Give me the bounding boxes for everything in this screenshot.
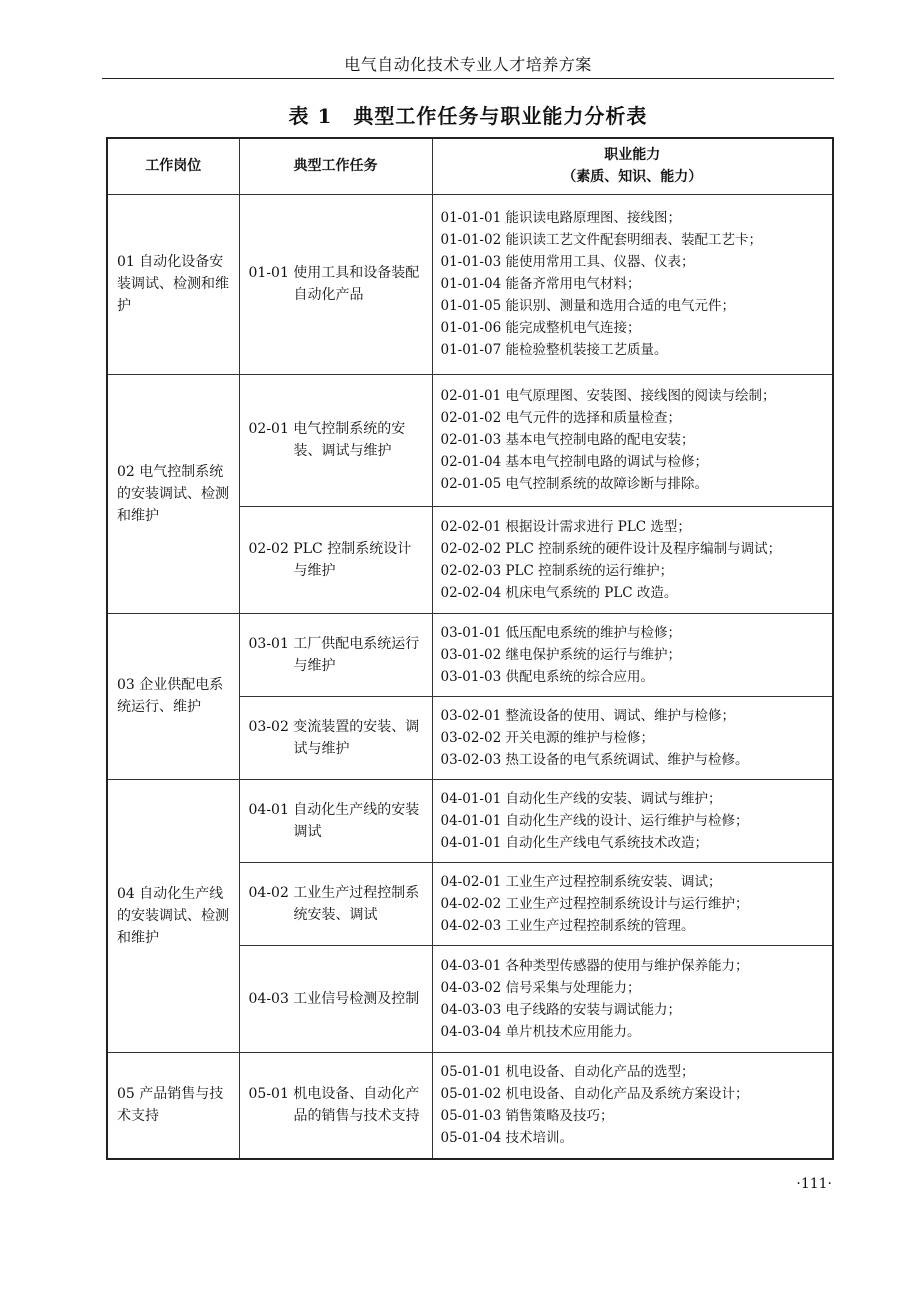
ability-item: 02-01-04 基本电气控制电路的调试与检修；	[440, 454, 708, 470]
ability-cell	[432, 696, 833, 779]
task-cell	[239, 374, 432, 506]
task-cell	[239, 696, 432, 779]
ability-item: 04-01-01 自动化生产线电气系统技术改造；	[440, 834, 708, 851]
post-name: 02 电气控制系统的安装调试、检测和维护	[117, 463, 229, 524]
ability-item: 04-03-02 信号采集与处理能力；	[440, 979, 641, 996]
task-cell	[239, 779, 432, 862]
post-cell	[107, 1052, 239, 1159]
ability-item: 03-01-03 供配电系统的综合应用。	[440, 668, 654, 685]
column-header-post: 工作岗位	[107, 138, 239, 194]
ability-cell	[432, 374, 833, 506]
post-name: 01 自动化设备安装调试、检测和维护	[117, 254, 229, 314]
ability-item: 04-03-03 电子线路的安装与调试能力；	[440, 1001, 681, 1018]
ability-item: 05-01-02 机电设备、自动化产品及系统方案设计；	[440, 1086, 749, 1103]
ability-item: 03-02-02 开关电源的维护与检修；	[440, 729, 654, 746]
ability-item: 04-03-01 各种类型传感器的使用与维护保养能力；	[440, 957, 749, 974]
column-header-ability-title: 职业能力	[604, 147, 661, 164]
ability-item: 02-01-05 电气控制系统的故障诊断与排除。	[440, 476, 708, 492]
ability-item: 02-01-03 基本电气控制电路的配电安装；	[440, 432, 695, 448]
page-number: ·111·	[796, 1176, 832, 1192]
ability-item: 01-01-02 能识读工艺文件配套明细表、装配工艺卡；	[440, 232, 762, 248]
ability-cell	[432, 862, 833, 945]
table-row	[107, 1052, 833, 1159]
task-name: 02-02 PLC 控制系统设计与维护	[248, 540, 412, 579]
ability-item: 04-02-02 工业生产过程控制系统设计与运行维护；	[440, 895, 749, 912]
ability-item: 03-02-01 整流设备的使用、调试、维护与检修；	[440, 707, 735, 724]
ability-item: 02-02-01 根据设计需求进行 PLC 选型；	[440, 518, 691, 535]
task-cell	[239, 613, 432, 696]
post-name: 04 自动化生产线的安装调试、检测和维护	[117, 885, 229, 946]
task-cell	[239, 194, 432, 374]
ability-item: 02-02-02 PLC 控制系统的硬件设计及程序编制与调试；	[440, 540, 782, 557]
task-name: 04-02 工业生产过程控制系统安装、调试	[248, 884, 420, 923]
task-name: 04-01 自动化生产线的安装调试	[248, 801, 420, 840]
ability-item: 04-01-01 自动化生产线的设计、运行维护与检修；	[440, 812, 749, 829]
ability-cell	[432, 613, 833, 696]
analysis-table	[106, 137, 834, 1160]
running-header: 电气自动化技术专业人才培养方案	[344, 55, 592, 74]
ability-item: 01-01-03 能使用常用工具、仪器、仪表；	[440, 254, 695, 270]
post-cell	[107, 194, 239, 374]
task-name: 02-01 电气控制系统的安装、调试与维护	[248, 421, 406, 459]
ability-item: 05-01-03 销售策略及技巧；	[440, 1108, 614, 1125]
ability-item: 03-02-03 热工设备的电气系统调试、维护与检修。	[440, 751, 749, 768]
table-title: 表 1 典型工作任务与职业能力分析表	[288, 104, 648, 128]
table-row	[107, 613, 833, 696]
ability-item: 04-01-01 自动化生产线的安装、调试与维护；	[440, 790, 722, 807]
task-name: 03-01 工厂供配电系统运行与维护	[248, 635, 420, 674]
table-row	[107, 779, 833, 862]
task-name: 03-02 变流装置的安装、调试与维护	[248, 718, 420, 757]
ability-item: 04-02-03 工业生产过程控制系统的管理。	[440, 917, 695, 934]
table-row	[107, 194, 833, 374]
column-header-ability-subtitle: （素质、知识、能力）	[562, 169, 703, 186]
ability-item: 01-01-06 能完成整机电气连接；	[440, 320, 641, 336]
ability-item: 04-02-01 工业生产过程控制系统安装、调试；	[440, 873, 722, 890]
task-cell	[239, 862, 432, 945]
ability-item: 01-01-05 能识别、测量和选用合适的电气元件；	[440, 298, 735, 314]
ability-item: 02-01-01 电气原理图、安装图、接线图的阅读与绘制；	[440, 388, 776, 404]
column-header-ability	[432, 138, 833, 194]
ability-cell	[432, 1052, 833, 1159]
ability-item: 01-01-01 能识读电路原理图、接线图；	[440, 210, 681, 226]
table-header-row	[107, 138, 833, 194]
ability-item: 01-01-07 能检验整机装接工艺质量。	[440, 342, 668, 358]
post-cell	[107, 613, 239, 779]
post-name: 05 产品销售与技术支持	[117, 1086, 224, 1125]
ability-item: 02-01-02 电气元件的选择和质量检查；	[440, 410, 681, 426]
ability-item: 02-02-04 机床电气系统的 PLC 改造。	[440, 584, 678, 601]
ability-item: 04-03-04 单片机技术应用能力。	[440, 1023, 641, 1040]
ability-cell	[432, 194, 833, 374]
task-name: 05-01 机电设备、自动化产品的销售与技术支持	[248, 1086, 420, 1125]
ability-item: 01-01-04 能备齐常用电气材料；	[440, 276, 641, 292]
ability-item: 03-01-01 低压配电系统的维护与检修；	[440, 624, 681, 641]
post-cell	[107, 779, 239, 1052]
table-row	[107, 374, 833, 506]
header-rule	[102, 78, 834, 79]
post-cell	[107, 374, 239, 613]
post-name: 03 企业供配电系统运行、维护	[117, 677, 224, 715]
column-header-task: 典型工作任务	[239, 138, 432, 194]
table-body	[107, 194, 833, 1159]
task-cell	[239, 1052, 432, 1159]
task-name: 01-01 使用工具和设备装配自动化产品	[248, 265, 420, 303]
ability-cell	[432, 945, 833, 1052]
ability-item: 03-01-02 继电保护系统的运行与维护；	[440, 646, 681, 663]
ability-item: 05-01-01 机电设备、自动化产品的选型；	[440, 1064, 695, 1081]
ability-cell	[432, 779, 833, 862]
ability-cell	[432, 506, 833, 613]
task-cell	[239, 945, 432, 1052]
ability-item: 02-02-03 PLC 控制系统的运行维护；	[440, 562, 674, 579]
task-name: 04-03 工业信号检测及控制	[248, 990, 420, 1007]
ability-item: 05-01-04 技术培训。	[440, 1130, 573, 1147]
task-cell	[239, 506, 432, 613]
